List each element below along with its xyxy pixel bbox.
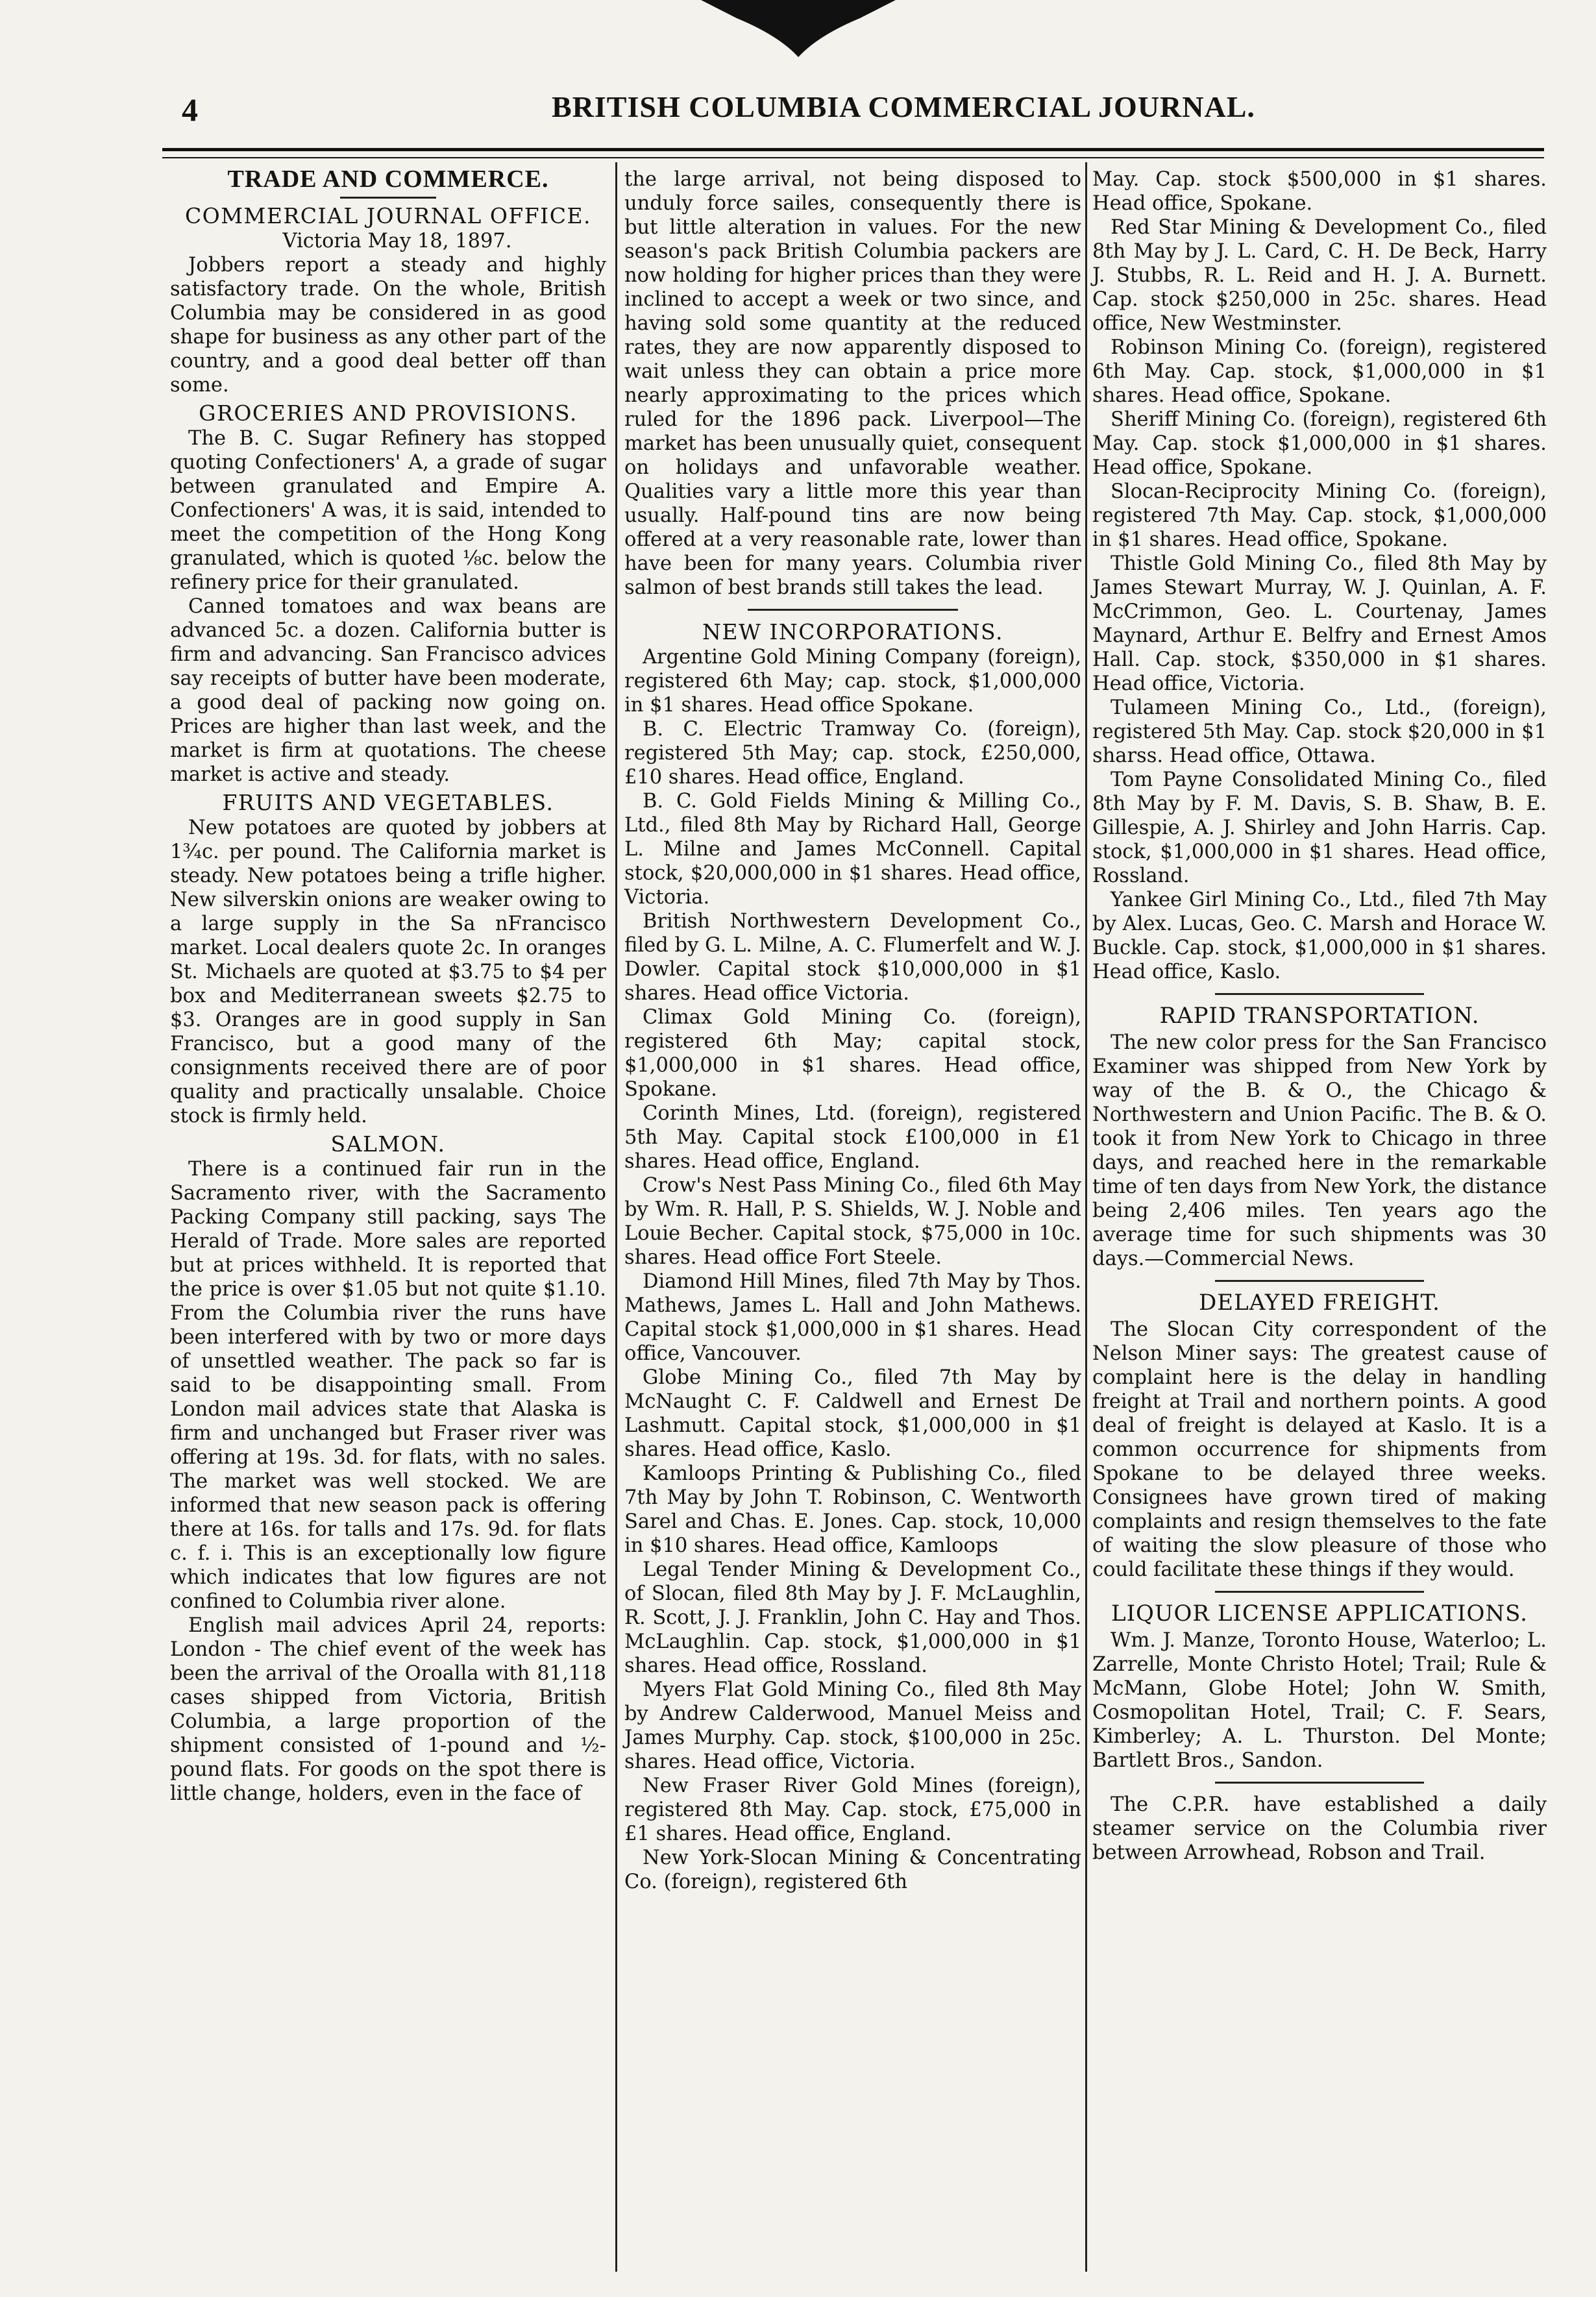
incorporation-entry: B. C. Gold Fields Mining & Milling Co., Ltd., filed 8th May by Richard Hall, George L. Milne and James McConnell. Capital stock, $20,000,000 in $1 shares. Head office, Victoria. [624,790,1081,909]
article-paragraph: Jobbers report a steady and highly satisfactory trade. On the whole, British Columbia may be considered in as good shape for business as any other part of the country, and a good deal better off than some. [170,254,606,397]
delayed-freight-heading: DELAYED FREIGHT. [1199,1290,1440,1316]
salmon-heading: SALMON. [330,1131,446,1157]
office-heading: COMMERCIAL JOURNAL OFFICE. [184,203,592,228]
article-paragraph: the large arrival, not being disposed to unduly force sailes, consequently there is but little alteration in values. For the new season's pack British Columbia packers are now holding for higher prices than they were inclined to accept a week or two since, and having sold some quantity at the reduced rates, they are now apparently disposed to wait unless they can obtain a price more nearly approximating to the prices which ruled for the 1896 pack. Liverpool—The market has been unusually quiet, consequent on holidays and unfavorable weather. Qualities vary a little more this year than usually. Half-pound tins are now being offered at a very reasonable rate, lower than have been for many years. Columbia river salmon of best brands still takes the lead. [624,168,1081,599]
incorporation-entry: Legal Tender Mining & Development Co., of Slocan, filed 8th May by J. F. McLaughlin, R. Scott, J. J. Franklin, John C. Hay and Thos. McLaughlin. Cap. stock, $1,000,000 in $1 shares. Head office, Rossland. [624,1558,1081,1677]
dateline: Victoria May 18, 1897. [282,230,512,252]
incorporation-entry: Climax Gold Mining Co. (foreign), registered 6th May; capital stock, $1,000,000 in $1 shares. Head office, Spokane. [624,1006,1081,1101]
divider [748,609,958,611]
incorporation-entry: New Fraser River Gold Mines (foreign), registered 8th May. Cap. stock, £75,000 in £1 shares. Head office, England. [624,1775,1081,1845]
incorporation-entry: Slocan-Reciprocity Mining Co. (foreign), registered 7th May. Cap. stock, $1,000,000 in $1 shares. Head office, Spokane. [1092,480,1547,551]
incorporation-entry: British Northwestern Development Co., filed by G. L. Milne, A. C. Flumerfelt and W. J. Dowler. Capital stock $10,000,000 in $1 shares. Head office Victoria. [624,910,1081,1005]
article-paragraph: New potatoes are quoted by jobbers at 1¾c. per pound. The California market is steady. New potatoes being a trifle higher. New silverskin onions are weaker owing to a large supply in the Sa nFrancisco market. Local dealers quote 2c. In oranges St. Michaels are quoted at $3.75 to $4 per box and Mediterranean sweets $2.75 to $3. Oranges are in good supply in San Francisco, but a good many of the consignments received there are of poor quality and practically unsalable. Choice stock is firmly held. [170,817,606,1127]
incorporations-heading: NEW INCORPORATIONS. [702,619,1003,645]
article-paragraph: Canned tomatoes and wax beans are advanced 5c. a dozen. California butter is firm and advancing. San Francisco advices say receipts of butter have been moderate, a good deal of packing now going on. Prices are higher than last week, and the market is firm at quotations. The cheese market is active and steady. [170,595,606,786]
incorporation-entry: May. Cap. stock $500,000 in $1 shares. Head office, Spokane. [1092,168,1547,215]
incorporation-entry: Myers Flat Gold Mining Co., filed 8th May by Andrew Calderwood, Manuel Meiss and James Murphy. Cap. stock, $100,000 in 25c. shares. Head office, Victoria. [624,1678,1081,1773]
page-number: 4 [182,92,198,128]
incorporation-entry: Kamloops Printing & Publishing Co., filed 7th May by John T. Robinson, C. Wentworth Sarel and Chas. E. Jones. Cap. stock, 10,000 in $10 shares. Head office, Kamloops [624,1462,1081,1557]
liquor-license-heading: LIQUOR LICENSE APPLICATIONS. [1111,1601,1528,1627]
column-1 [170,167,606,1806]
header-rule [162,148,1544,151]
article-paragraph: The C.P.R. have established a daily steamer service on the Columbia river between Arrowhead, Robson and Trail. [1092,1793,1547,1864]
article-paragraph: Wm. J. Manze, Toronto House, Waterloo; L. Zarrelle, Monte Christo Hotel; Trail; Rule & McMann, Globe Hotel; John W. Smith, Cosmopolitan Hotel, Trail; C. F. Sears, Kimberley; A. L. Thurston. Del Monte; Bartlett Bros., Sandon. [1092,1629,1547,1772]
divider [1215,1591,1424,1593]
divider [340,197,436,199]
incorporation-entry: Tulameen Mining Co., Ltd., (foreign), registered 5th May. Cap. stock $20,000 in $1 sharss. Head office, Ottawa. [1092,696,1547,767]
article-paragraph: There is a continued fair run in the Sacramento river, with the Sacramento Packing Company still packing, says The Herald of Trade. More sales are reported but at prices withheld. It is reported that the price is over $1.05 but not quite $1.10. From the Columbia river the runs have been interfered with by two or more days of unsettled weather. The pack so far is said to be disappointing small. From London mail advices state that Alaska is firm and unchanged but Fraser river was offering at 19s. 3d. for flats, with no sales. The market was well stocked. We are informed that new season pack is offering there at 16s. for talls and 17s. 9d. for flats c. f. i. This is an exceptionally low figure which indicates that low figures are not confined to Columbia river alone. [170,1158,606,1613]
incorporation-entry: Globe Mining Co., filed 7th May by McNaught C. F. Caldwell and Ernest De Lashmutt. Capital stock, $1,000,000 in $1 shares. Head office, Kaslo. [624,1366,1081,1461]
header-rule-thin [162,157,1544,158]
groceries-heading: GROCERIES AND PROVISIONS. [199,400,578,426]
article-paragraph: English mail advices April 24, reports: London - The chief event of the week has been the arrival of the Oroalla with 81,118 cases shipped from Victoria, British Columbia, a large proportion of the shipment consisted of 1-pound and ½-pound flats. For goods on the spot there is little change, holders, even in the face of [170,1614,606,1805]
incorporation-entry: Corinth Mines, Ltd. (foreign), registered 5th May. Capital stock £100,000 in £1 shares. Head office, England. [624,1102,1081,1173]
column-3 [1092,167,1547,1865]
incorporation-entry: Yankee Girl Mining Co., Ltd., filed 7th May by Alex. Lucas, Geo. C. Marsh and Horace W. Buckle. Cap. stock, $1,000,000 in $1 shares. Head office, Kaslo. [1092,889,1547,983]
article-paragraph: The new color press for the San Francisco Examiner was shipped from New York by way of the B. & O., the Chicago & Northwestern and Union Pacific. The B. & O. took it from New York to Chicago in three days, and reached here in the remarkable time of ten days from New York, the distance being 2,406 miles. Ten years ago the average time for such shipments was 30 days.—Commercial News. [1092,1031,1547,1270]
rapid-transport-heading: RAPID TRANSPORTATION. [1159,1003,1480,1029]
incorporation-entry: Tom Payne Consolidated Mining Co., filed 8th May by F. M. Davis, S. B. Shaw, B. E. Gillespie, A. J. Shirley and John Harris. Cap. stock, $1,000,000 in $1 shares. Head office, Rossland. [1092,768,1547,887]
incorporation-entry: Red Star Mining & Development Co., filed 8th May by J. L. Card, C. H. De Beck, Harry J. Stubbs, R. L. Reid and H. J. A. Burnett. Cap. stock $250,000 in 25c. shares. Head office, New Westminster. [1092,216,1547,335]
incorporation-entry: Robinson Mining Co. (foreign), registered 6th May. Cap. stock, $1,000,000 in $1 shares. Head office, Spokane. [1092,336,1547,407]
journal-title: BRITISH COLUMBIA COMMERCIAL JOURNAL. [552,90,1255,123]
incorporation-entry: Argentine Gold Mining Company (foreign), registered 6th May; cap. stock, $1,000,000 in $1 shares. Head office Spokane. [624,646,1081,717]
divider [1215,1782,1424,1784]
incorporation-entry: New York-Slocan Mining & Concentrating Co. (foreign), registered 6th [624,1847,1081,1893]
incorporation-entry: Crow's Nest Pass Mining Co., filed 6th May by Wm. R. Hall, P. S. Shields, W. J. Noble and Louie Becher. Capital stock, $75,000 in 10c. shares. Head office Fort Steele. [624,1174,1081,1269]
column-divider [1085,162,1087,2272]
column-2 [624,167,1081,1894]
incorporation-entry: Diamond Hill Mines, filed 7th May by Thos. Mathews, James L. Hall and John Mathews. Capital stock $1,000,000 in $1 shares. Head office, Vancouver. [624,1270,1081,1365]
divider [1215,993,1424,995]
incorporation-entry: Thistle Gold Mining Co., filed 8th May by James Stewart Murray, W. J. Quinlan, A. F. McCrimmon, Geo. L. Courtenay, James Maynard, Arthur E. Belfry and Ernest Amos Hall. Cap. stock, $350,000 in $1 shares. Head office, Victoria. [1092,552,1547,695]
divider [1215,1280,1424,1282]
incorporation-entry: B. C. Electric Tramway Co. (foreign), registered 5th May; cap. stock, £250,000, £10 shares. Head office, England. [624,718,1081,789]
fruits-heading: FRUITS AND VEGETABLES. [222,790,554,815]
section-title: TRADE AND COMMERCE. [227,166,549,193]
incorporation-entry: Sheriff Mining Co. (foreign), registered 6th May. Cap. stock $1,000,000 in $1 shares. Head office, Spokane. [1092,408,1547,479]
article-paragraph: The Slocan City correspondent of the Nelson Miner says: The greatest cause of complaint here is the delay in handling freight at Trail and northern points. A good deal of freight is delayed at Kaslo. It is a common occurrence for shipments from Spokane to be delayed three weeks. Consignees have grown tired of making complaints and resign themselves to the fate of waiting the slow pleasure of those who could facilitate these things if they would. [1092,1318,1547,1581]
column-divider [615,162,617,2272]
ink-blot [701,0,896,58]
article-paragraph: The B. C. Sugar Refinery has stopped quoting Confectioners' A, a grade of sugar between granulated and Empire A. Confectioners' A was, it is said, intended to meet the competition of the Hong Kong granulated, which is quoted ⅛c. below the refinery price for their granulated. [170,427,606,594]
